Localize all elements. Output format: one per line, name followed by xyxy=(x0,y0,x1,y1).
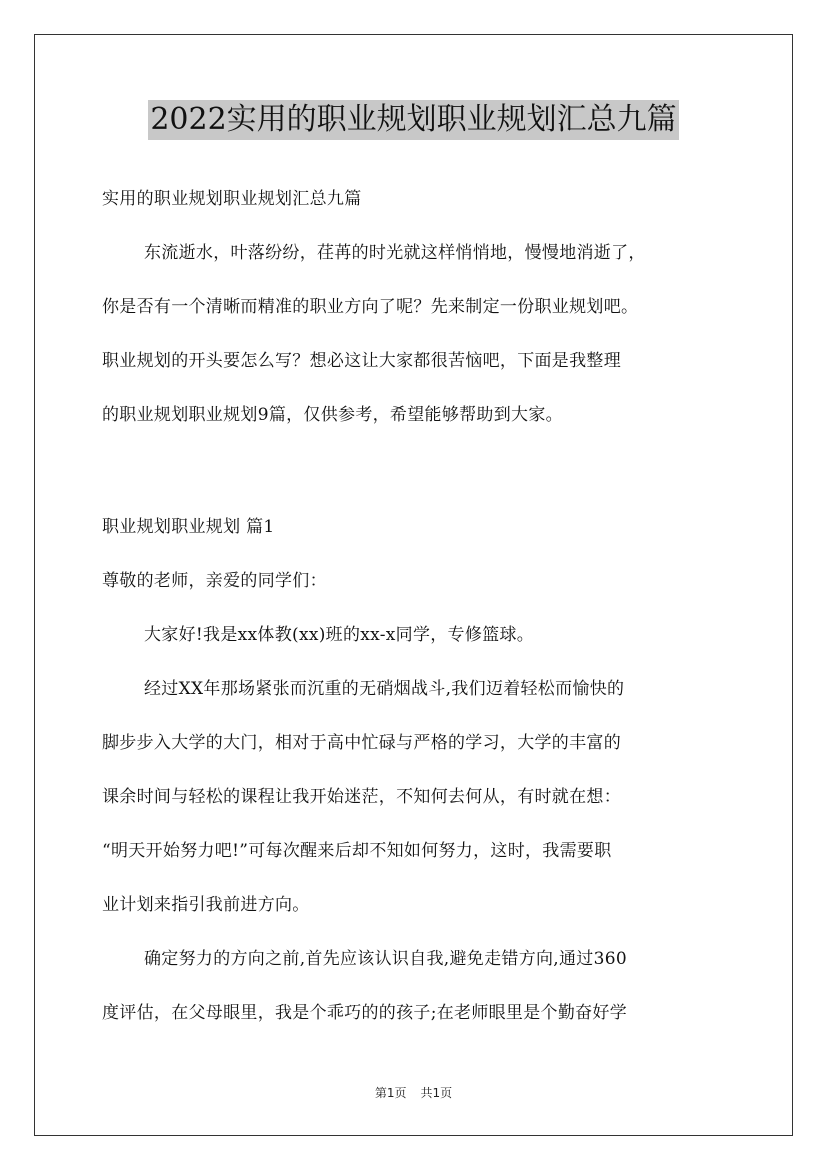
page-footer xyxy=(0,1084,827,1101)
paragraph-line: 职业规划的开头要怎么写？想必这让大家都很苦恼吧，下面是我整理 xyxy=(102,351,621,371)
paragraph-line: 业计划来指引我前进方向。 xyxy=(102,895,310,915)
paragraph-line: 课余时间与轻松的课程让我开始迷茫，不知何去何从，有时就在想： xyxy=(102,787,621,807)
paragraph-line: 大家好!我是xx体教(xx)班的xx-x同学，专修篮球。 xyxy=(144,625,535,645)
paragraph-line: 东流逝水，叶落纷纷，荏苒的时光就这样悄悄地，慢慢地消逝了， xyxy=(144,243,646,263)
page-total: 共1页 xyxy=(420,1086,453,1100)
section-spacer xyxy=(102,442,742,500)
paragraph-line: 你是否有一个清晰而精准的职业方向了呢？先来制定一份职业规划吧。 xyxy=(102,297,639,317)
title-container xyxy=(0,100,827,140)
paragraph-line: 度评估，在父母眼里，我是个乖巧的的孩子;在老师眼里是个勤奋好学 xyxy=(102,1003,628,1023)
paragraph-line: 脚步步入大学的大门，相对于高中忙碌与严格的学习，大学的丰富的 xyxy=(102,733,621,753)
paragraph-line: 经过XX年那场紧张而沉重的无硝烟战斗,我们迈着轻松而愉快的 xyxy=(144,679,625,699)
paragraph-line: “明天开始努力吧!”可每次醒来后却不知如何努力，这时，我需要职 xyxy=(102,841,612,861)
document-body xyxy=(102,172,742,1040)
document-title: 2022实用的职业规划职业规划汇总九篇 xyxy=(148,100,678,140)
section-heading: 职业规划职业规划 篇1 xyxy=(102,517,275,537)
paragraph-line: 的职业规划职业规划9篇，仅供参考，希望能够帮助到大家。 xyxy=(102,405,563,425)
subtitle-line: 实用的职业规划职业规划汇总九篇 xyxy=(102,189,362,209)
salutation-line: 尊敬的老师，亲爱的同学们： xyxy=(102,571,327,591)
paragraph-line: 确定努力的方向之前,首先应该认识自我,避免走错方向,通过360 xyxy=(144,949,627,969)
page-number: 第1页 xyxy=(374,1086,407,1100)
